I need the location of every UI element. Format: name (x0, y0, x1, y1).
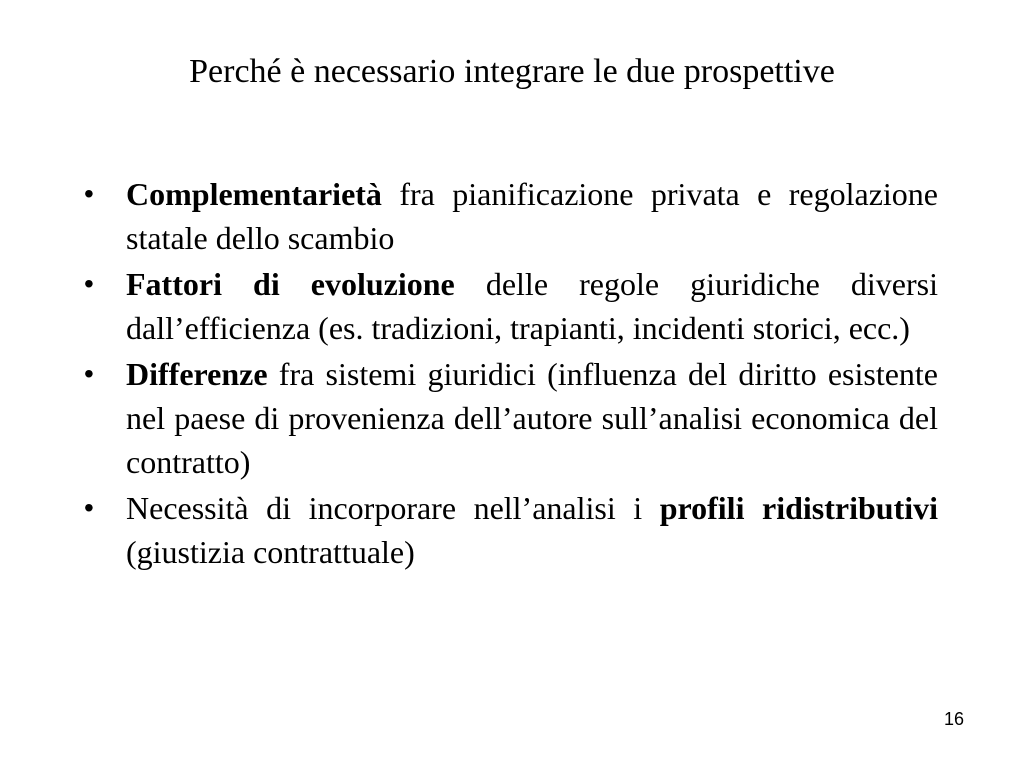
bullet-icon: • (84, 358, 94, 389)
bullet-list (84, 172, 938, 576)
bullet-icon: • (84, 268, 94, 299)
bullet-item-complementarieta (84, 172, 938, 260)
bullet-icon: • (84, 492, 94, 523)
bullet-bold-mid: profili ridistributivi (659, 490, 939, 526)
bullet-item-necessita (84, 486, 938, 574)
bullet-icon: • (84, 178, 94, 209)
bullet-text-before: Necessità di incorporare nell’analisi i (126, 490, 660, 526)
bullet-text: delle regole giuridiche diversi dall’efficienza (es. tradizioni, trapianti, incidenti storici, ecc.) (126, 266, 939, 346)
bullet-text-after: (giustizia contrattuale) (126, 534, 415, 570)
slide-title: Perché è necessario integrare le due prospettive (189, 53, 835, 90)
bullet-text: fra pianificazione privata e regolazione statale dello scambio (126, 176, 938, 256)
bullet-bold-lead: Fattori di evoluzione (126, 266, 455, 302)
bullet-item-differenze (84, 352, 938, 484)
page-number: 16 (943, 709, 964, 729)
bullet-bold-lead: Differenze (126, 356, 268, 392)
bullet-item-fattori-di-evoluzione (84, 262, 938, 350)
bullet-bold-lead: Complementarietà (126, 176, 382, 212)
bullet-text: fra sistemi giuridici (influenza del diritto esistente nel paese di provenienza dell’autore sull’analisi economica del contratto) (126, 356, 938, 480)
